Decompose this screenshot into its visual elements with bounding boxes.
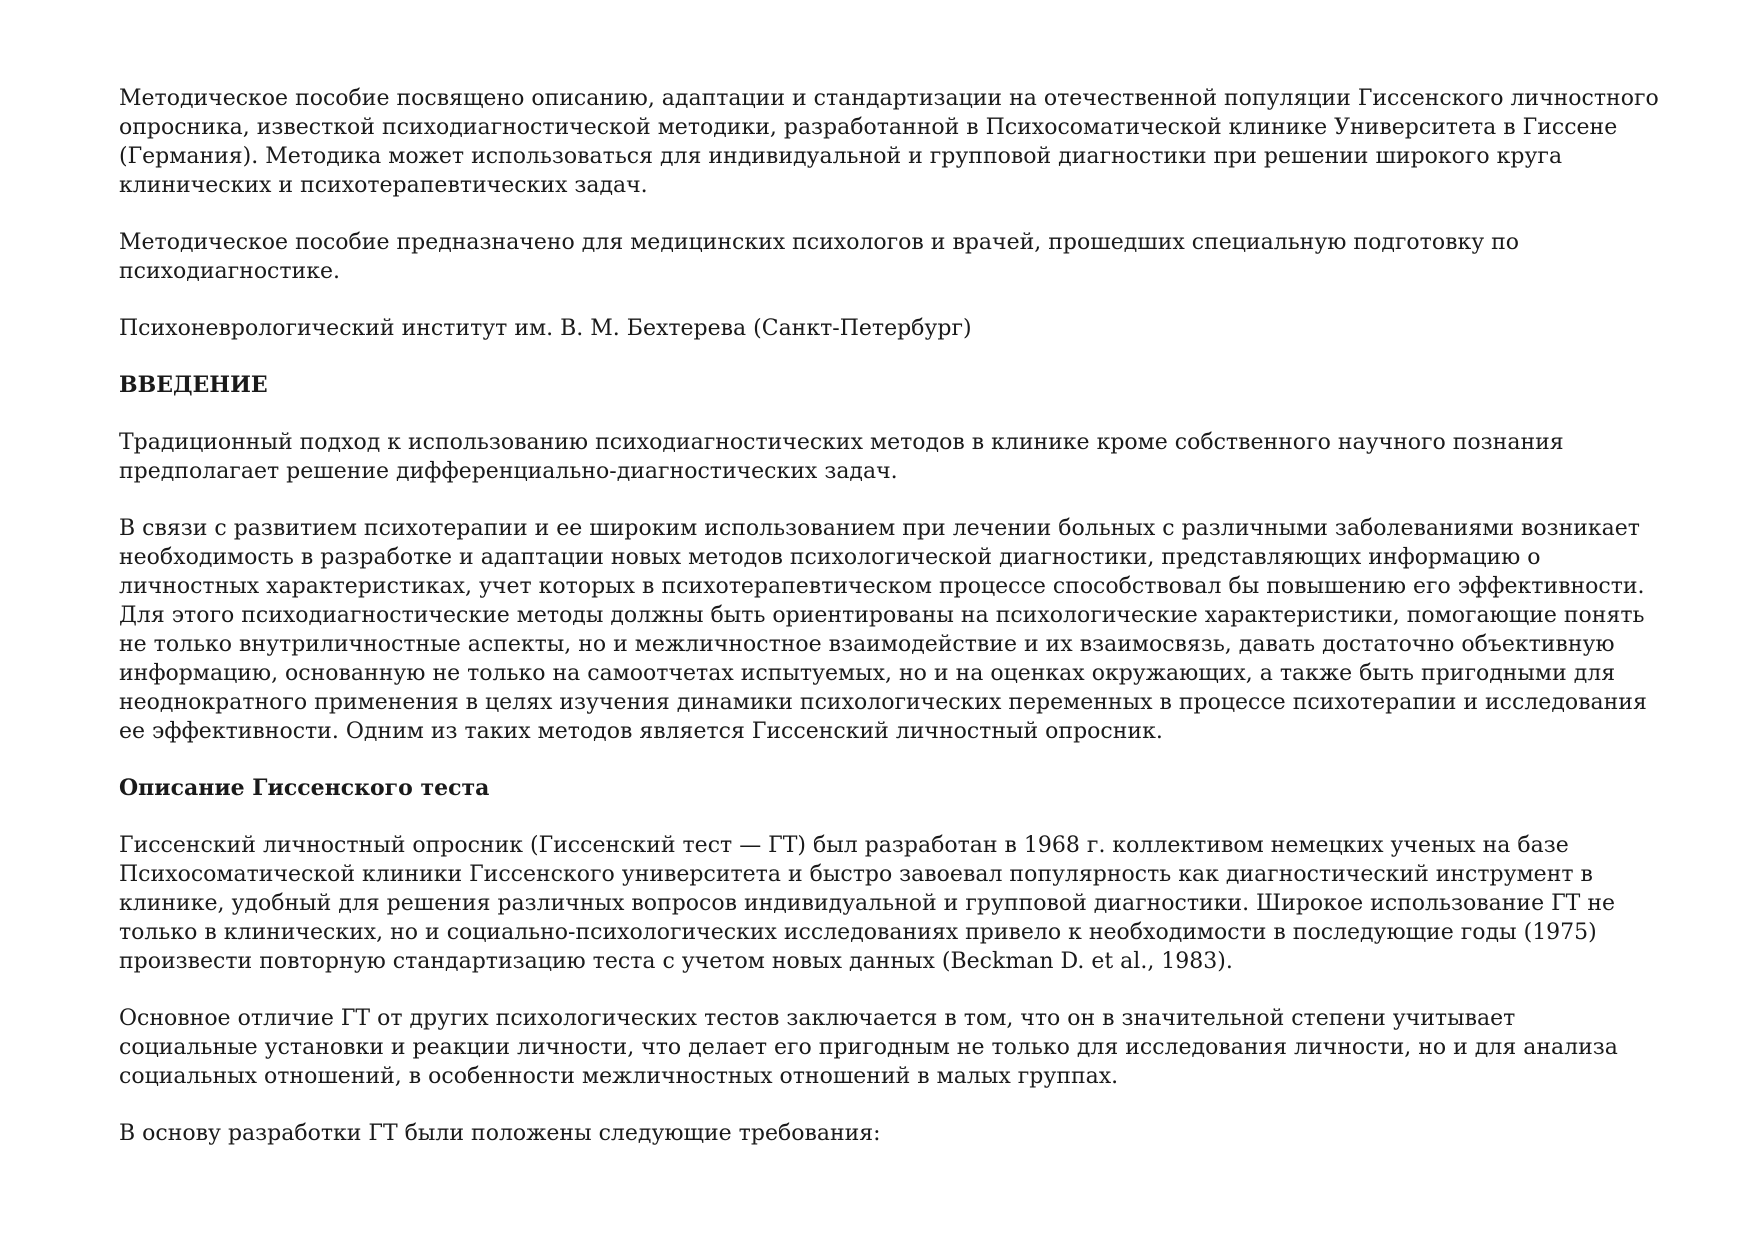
abstract-paragraph: Методическое пособие посвящено описанию, адаптации и стандартизации на отечественной популяции Гиссенского личностного опросника, известкой психодиагностической методики, разработанной в Психосоматической клинике Университета в Гиссене (Германия). Методика может использоваться для индивидуальной и групповой диагностики при решении широкого круга клинических и психотерапевтических задач. [119, 86, 1659, 198]
description-paragraph: В основу разработки ГТ были положены следующие требования: [119, 1121, 881, 1146]
intro-heading: ВВЕДЕНИЕ [119, 372, 268, 398]
description-paragraph: Основное отличие ГТ от других психологических тестов заключается в том, что он в значительной степени учитывает социальные установки и реакции личности, что делает его пригодным не только для исследования личности, но и для анализа социальных отношений, в особенности межличностных отношений в малых группах. [119, 1006, 1618, 1089]
description-paragraph: Гиссенский личностный опросник (Гиссенский тест — ГТ) был разработан в 1968 г. коллективом немецких ученых на базе Психосоматической клиники Гиссенского университета и быстро завоевал популярность как диагностический инструмент в клинике, удобный для решения различных вопросов индивидуальной и групповой диагностики. Широкое использование ГТ не только в клинических, но и социально-психологических исследованиях привело к необходимости в последующие годы (1975) произвести повторную стандартизацию теста с учетом новых данных (Beckman D. et al., 1983). [119, 833, 1616, 974]
audience-paragraph: Методическое пособие предназначено для медицинских психологов и врачей, прошедших специальную подготовку по психодиагностике. [119, 230, 1520, 284]
institution-paragraph: Психоневрологический институт им. В. М. Бехтерева (Санкт-Петербург) [119, 316, 972, 341]
intro-paragraph: В связи с развитием психотерапии и ее широким использованием при лечении больных с различными заболеваниями возникает необходимость в разработке и адаптации новых методов психологической диагностики, представляющих информацию о личностных характеристиках, учет которых в психотерапевтическом процессе способствовал бы повышению его эффективности. Для этого психодиагностические методы должны быть ориентированы на психологические характеристики, помогающие понять не только внутриличностные аспекты, но и межличностное взаимодействие и их взаимосвязь, давать достаточно объективную информацию, основанную не только на самоотчетах испытуемых, но и на оценках окружающих, а также быть пригодными для неоднократного применения в целях изучения динамики психологических переменных в процессе психотерапии и исследования ее эффективности. Одним из таких методов является Гиссенский личностный опросник. [119, 516, 1647, 744]
description-heading: Описание Гиссенского теста [119, 775, 490, 801]
intro-paragraph: Традиционный подход к использованию психодиагностических методов в клинике кроме собственного научного познания предполагает решение дифференциально-диагностических задач. [119, 430, 1564, 484]
document-page [119, 84, 1659, 1176]
